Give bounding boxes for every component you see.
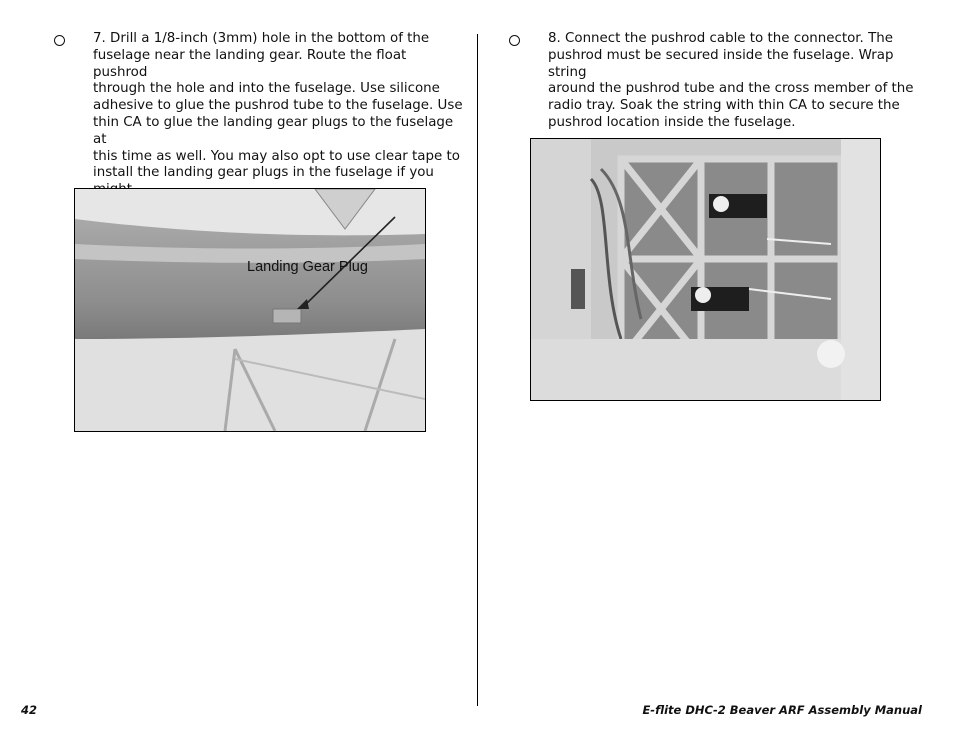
- manual-title: E-flite DHC-2 Beaver ARF Assembly Manual: [642, 703, 922, 717]
- step-7-text: 7. Drill a 1/8-inch (3mm) hole in the bottom of the fuselage near the landing gear. Route the float pushrod through the hole and into the fuselage. Use silicone adhesive to glue the pushrod tube to the fuselage. Use thin CA to glue the landing gear plugs to the fuselage at this time as well. You may also opt to use clear tape to install the landing gear plugs in the fuselage if you: [93, 31, 463, 181]
- landing-gear-photo: [74, 188, 426, 432]
- step-7-checkbox[interactable]: [54, 35, 65, 46]
- step-8-text: 8. Connect the pushrod cable to the connector. The pushrod must be secured inside the fuselage. Wrap string around the pushrod tube and the cross member of the radio tray. Soak the string with thin CA to secure the pushrod location inside the fuselage.: [548, 31, 914, 130]
- landing-gear-illustration: [75, 189, 425, 431]
- column-divider: [477, 34, 478, 706]
- page-number: 42: [21, 703, 38, 717]
- radio-tray-photo: [530, 138, 881, 401]
- step-8-checkbox[interactable]: [509, 35, 520, 46]
- landing-gear-callout: Landing Gear Plug: [247, 259, 368, 275]
- radio-tray-illustration: [531, 139, 880, 400]
